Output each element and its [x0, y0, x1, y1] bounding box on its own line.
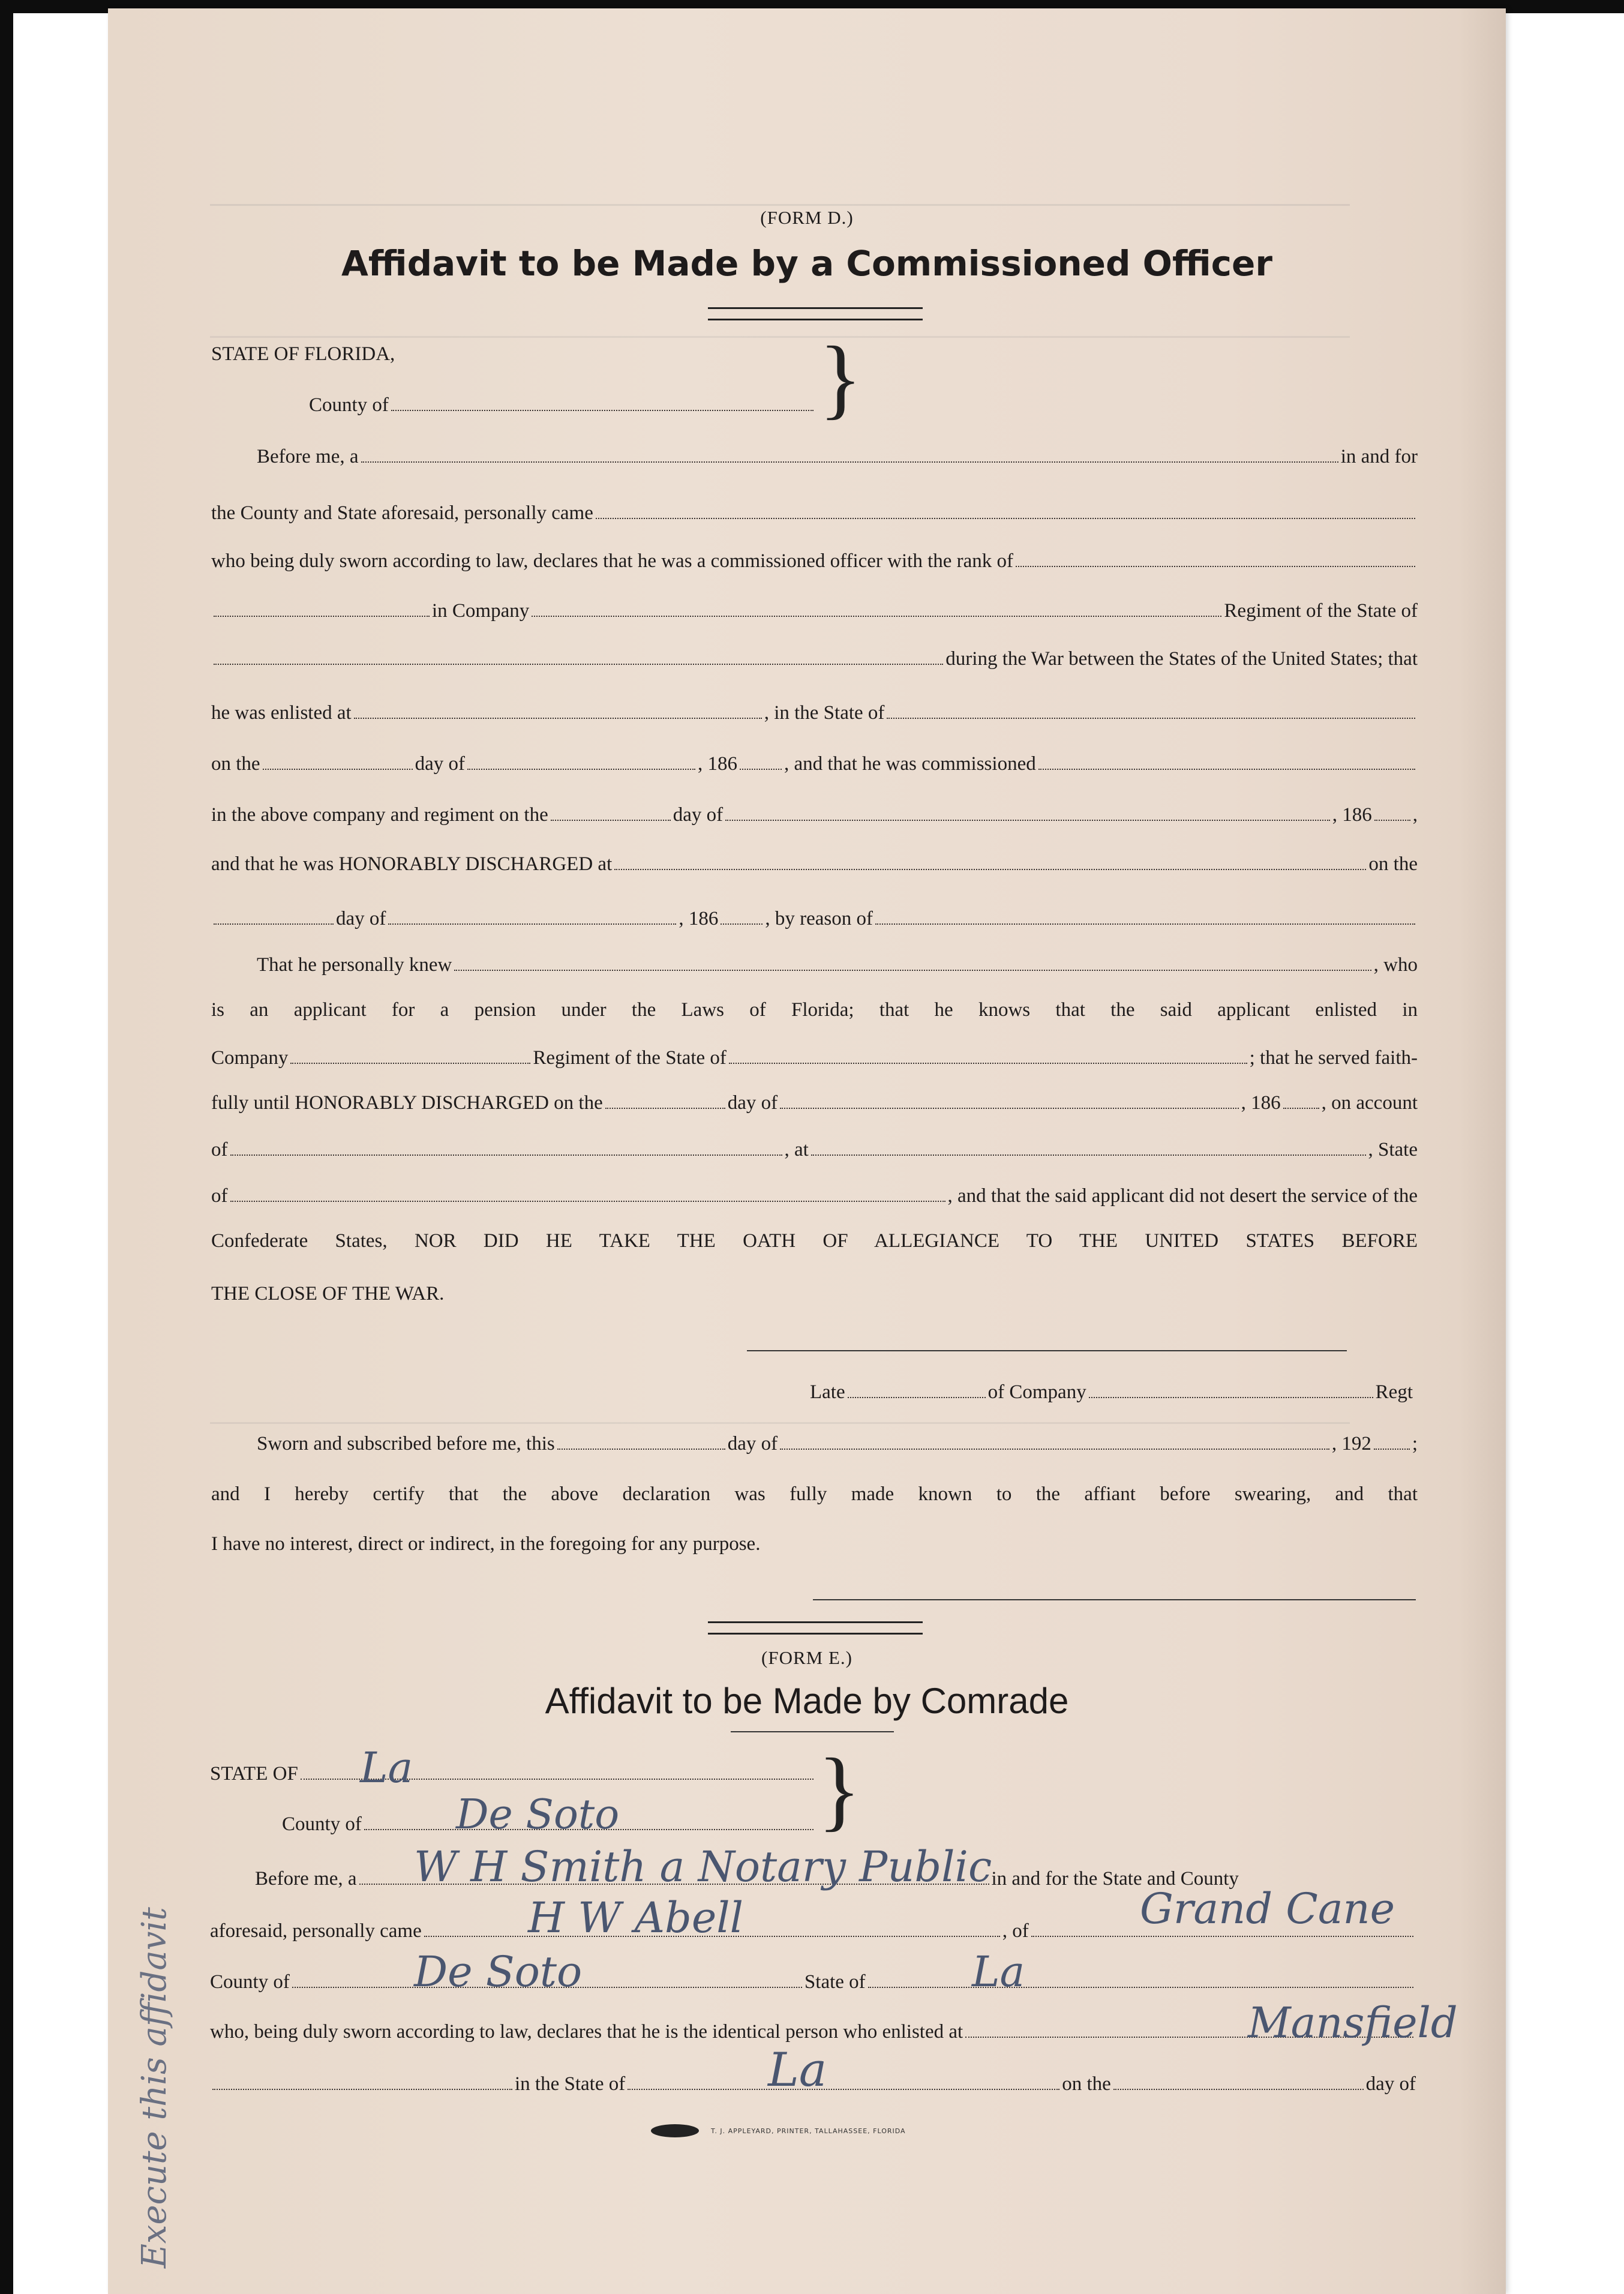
handwritten-margin-note: Execute this affidavit: [135, 1907, 174, 2268]
page-edge-shadow: [1458, 8, 1506, 2294]
handwritten-comrade-name: H W Abell: [528, 1893, 744, 1942]
form-e-label: (FORM E.): [761, 1647, 852, 1668]
form-d-line-13: Company Regiment of the State of ; that he served faith-: [211, 1047, 1418, 1069]
form-d-line-2: the County and State aforesaid, personally came: [211, 502, 1418, 524]
certify-line-2: I have no interest, direct or indirect, in the foregoing for any purpose.: [211, 1533, 761, 1555]
form-d-line-5: during the War between the States of the United States; that: [211, 648, 1418, 670]
form-e-line-4: who, being duly sworn according to law, declares that he is the identical person who enlisted at: [210, 2021, 1416, 2043]
state-of-florida: STATE OF FLORIDA,: [211, 343, 395, 365]
certify-line-1: and I hereby certify that the above declaration was fully made known to the affiant before swearing, and that: [211, 1483, 1418, 1505]
county-line: County of: [309, 394, 816, 416]
handwritten-state: La: [360, 1743, 413, 1792]
form-d-line-6: he was enlisted at , in the State of: [211, 702, 1418, 724]
form-d-title: Affidavit to be Made by a Commissioned Officer: [341, 243, 1272, 284]
handwritten-county: De Soto: [456, 1791, 620, 1839]
form-d-line-7: on the day of , 186 , and that he was commissioned: [211, 753, 1418, 775]
form-d-line-4: in Company Regiment of the State of: [211, 600, 1418, 622]
form-e-line-2: aforesaid, personally came , of: [210, 1920, 1416, 1942]
handwritten-notary: W H Smith a Notary Public: [414, 1842, 992, 1891]
handwritten-enlisted-at: Mansfield: [1248, 1998, 1458, 2047]
form-e-line-5: in the State of on the day of: [210, 2073, 1416, 2095]
late-of-company-line: Late of Company Regt: [810, 1381, 1413, 1403]
form-d-line-17: Confederate States, NOR DID HE TAKE THE OATH OF ALLEGIANCE TO THE UNITED STATES BEFORE: [211, 1230, 1418, 1252]
form-e-state-line: STATE OF: [210, 1763, 816, 1785]
officer-signature-line: [747, 1344, 1347, 1351]
printer-logo: [651, 2124, 699, 2137]
form-d-line-12: is an applicant for a pension under the Laws of Florida; that he knows that the said applicant enlisted in: [211, 999, 1418, 1021]
handwritten-state-of: La: [972, 1947, 1025, 1996]
form-d-line-10: day of , 186 , by reason of: [211, 908, 1418, 930]
notary-signature-line: [813, 1593, 1416, 1600]
form-d-line-3: who being duly sworn according to law, declares that he was a commissioned officer with the rank of: [211, 550, 1418, 572]
form-d-line-15: of , at , State: [211, 1139, 1418, 1161]
handwritten-of-place: Grand Cane: [1140, 1884, 1395, 1933]
form-e-line-1: Before me, a in and for the State and County: [255, 1868, 1239, 1890]
form-d-line-9: and that he was HONORABLY DISCHARGED at on the: [211, 853, 1418, 875]
form-e-double-rule: [708, 1621, 923, 1635]
form-d-line-11: That he personally knew , who: [257, 954, 1418, 976]
form-d-line-14: fully until HONORABLY DISCHARGED on the day of , 186 , on account: [211, 1092, 1418, 1114]
form-d-label: (FORM D.): [760, 207, 854, 228]
form-d-line-1: Before me, a in and for: [257, 446, 1418, 467]
handwritten-county-of: De Soto: [414, 1947, 583, 1996]
scan-border-left: [0, 0, 13, 2294]
title-double-rule: [708, 307, 923, 320]
form-e-line-3: County of State of: [210, 1971, 1416, 1993]
printer-imprint: T. J. APPLEYARD, PRINTER, TALLAHASSEE, FLORIDA: [711, 2127, 906, 2135]
sworn-line: Sworn and subscribed before me, this day of , 192 ;: [257, 1433, 1418, 1455]
form-d-line-18: THE CLOSE OF THE WAR.: [211, 1283, 445, 1305]
form-d-line-16: of , and that the said applicant did not desert the service of the: [211, 1185, 1418, 1207]
bleed-through-mark: [210, 180, 1350, 206]
form-d-line-8: in the above company and regiment on the day of , 186 ,: [211, 804, 1418, 826]
form-e-title-rule: [731, 1731, 894, 1732]
form-e-title: Affidavit to be Made by Comrade: [545, 1681, 1069, 1721]
brace: }: [818, 1740, 861, 1840]
form-e-county-line: County of: [282, 1813, 816, 1836]
handwritten-in-state: La: [768, 2043, 827, 2097]
brace: }: [819, 328, 862, 428]
